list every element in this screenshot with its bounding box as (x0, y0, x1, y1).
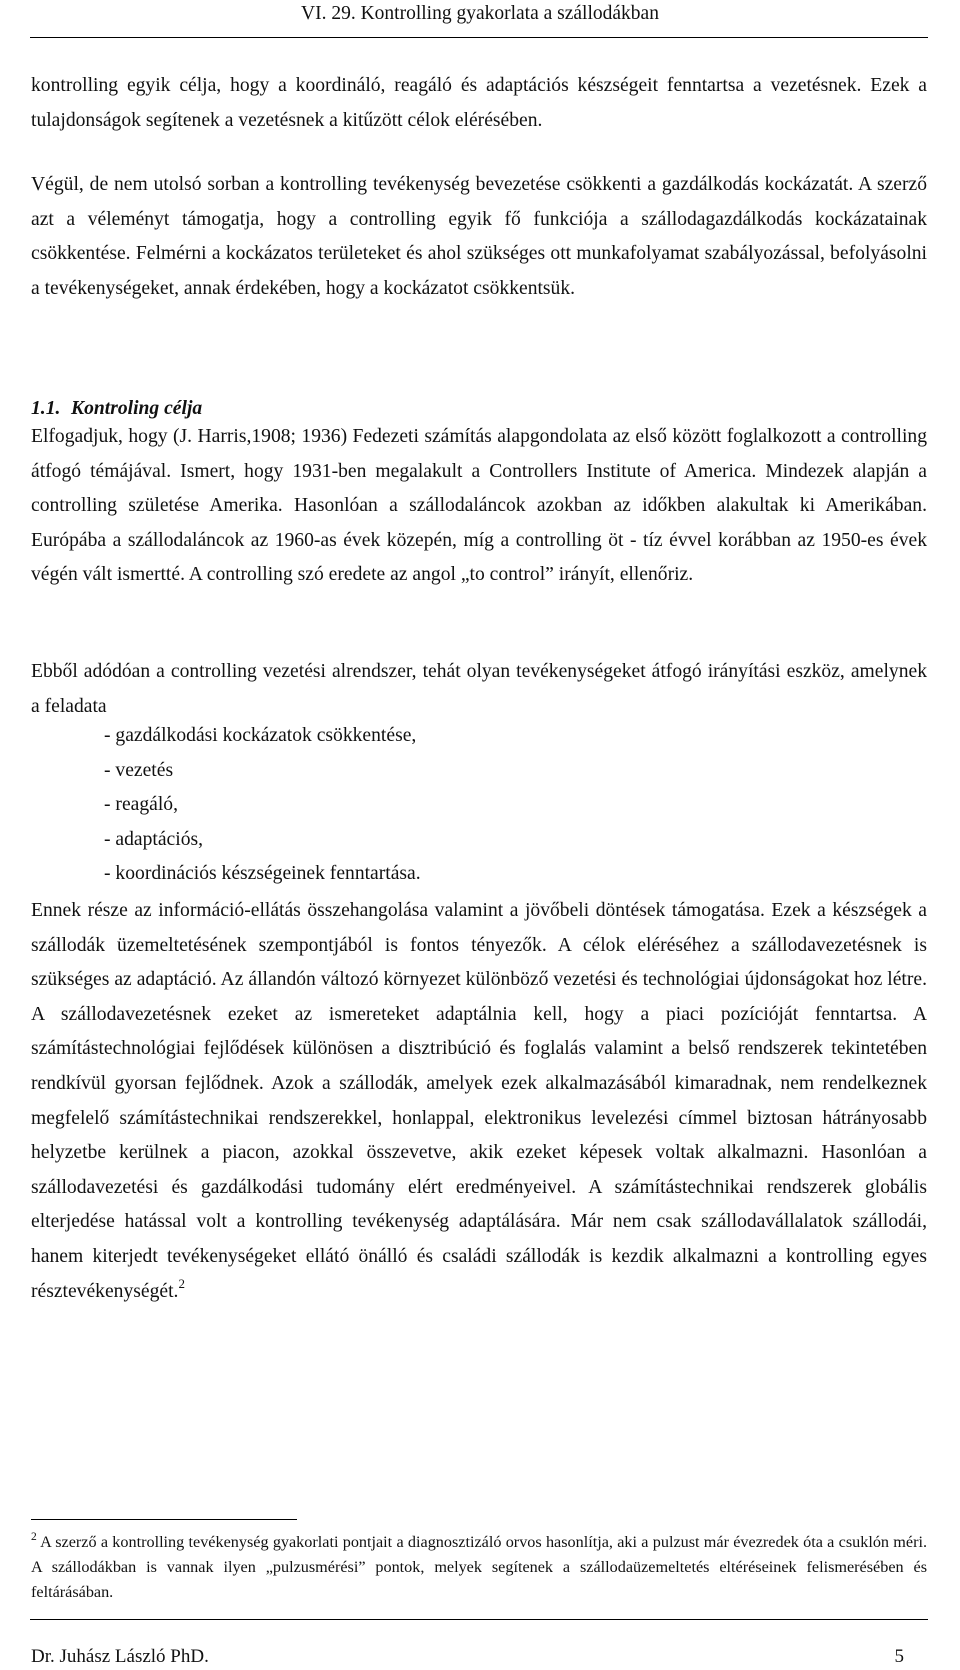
paragraph-text: kontrolling egyik célja, hogy a koordináló, reagáló és adaptációs készségeit fenntartsa a vezetésnek. Ezek a tulajdonságok segítenek a vezetésnek a kitűzött célok elérésében. (31, 75, 927, 131)
footnote-text: A szerző a kontrolling tevékenység gyakorlati pontjait a diagnosztizáló orvos hasonlítja, aki a pulzust már évezredek óta a csuklón méri. A szállodákban is vannak ilyen „pulzusmérési” pontok, melyek segítenek a szállodaüzemeltetés eltéréseinek felismerésében és feltárásában. (31, 1533, 927, 1602)
paragraph-body (31, 894, 927, 1309)
list-item: - koordinációs készségeinek fenntartása. (104, 863, 421, 885)
list-item: - adaptációs, (104, 828, 204, 850)
list-item: - gazdálkodási kockázatok csökkentése, (104, 725, 417, 746)
task-list (104, 719, 421, 892)
header-rule (30, 37, 928, 38)
paragraph-text: Végül, de nem utolsó sorban a kontrolling tevékenység bevezetése csökkenti a gazdálkodás kockázatát. A szerző azt a véleményt támogatja, hogy a controlling egyik fő funkciója a szállodagazdálkodás kockázatainak csökkentése. Felmérni a kockázatos területeket és ahol szükséges ott munkafolyamat szabályozással, befolyásolni a tevékenységeket, annak érdekében, hogy a kockázatot csökkentsük. (31, 174, 927, 299)
paragraph-text: Ennek része az információ-ellátás összehangolása valamint a jövőbeli döntések támogatása. Ezek a készségek a szállodák üzemeltetésének szempontjából is fontos tényezők. A célok eléréséhez a szállodavezetésnek is szükséges az adaptáció. Az állandón változó környezet különböző vezetési és technológiai újdonságokat hoz létre. A szállodavezetésnek ezeket az ismereteket adaptálnia kell, hogy a piaci pozícióját fenntartsa. A számítástechnológiai fejlődések különösen a disztribúció és foglalás valamint a belső rendszerek tekintetében rendkívül gyorsan fejlődnek. Azok a szállodák, amelyek ezek alkalmazásából kimaradnak, nem rendelkeznek megfelelő számítástechnikai rendszerekkel, honlappal, elektronikus levelezési címmel biztosan hátrányosabb helyzetbe kerülnek a piacon, azokkal összevetve, akik ezeket képesek voltak alkalmazni. Hasonlóan a szállodavezetési és gazdálkodási tudomány elért eredményeivel. A számítástechnikai rendszerek globális elterjedése hatással volt a kontrolling tevékenység adaptálására. Már nem csak szállodavállalatok szállodái, hanem kiterjedt tevékenységeket ellátó önálló és családi szállodák is kezdik alkalmazni a kontrolling egyes résztevékenységét. (31, 900, 927, 1302)
footer-author: Dr. Juhász László PhD. (31, 1646, 209, 1667)
page-number: 5 (894, 1646, 904, 1667)
paragraph-risk (31, 168, 927, 306)
list-item: - vezetés (104, 759, 174, 781)
footnote-reference[interactable]: 2 (178, 1275, 185, 1291)
list-item: - reagáló, (104, 794, 178, 816)
paragraph-text: Ebből adódóan a controlling vezetési alrendszer, tehát olyan tevékenységeket átfogó irányítási eszköz, amelynek a feladata (31, 661, 927, 717)
paragraph-text: Elfogadjuk, hogy (J. Harris,1908; 1936) Fedezeti számítás alapgondolata az első között foglalkozott a controlling átfogó témájával. Ismert, hogy 1931-ben megalakult a Controllers Institute of America. Mindezek alapján a controlling születése Amerika. Hasonlóan a szállodaláncok azokban az időkben alakultak ki Amerikában. Európába a szállodaláncok az 1960-as évek közepén, míg a controlling öt - tíz évvel korábban az 1950-es évek végén vált ismertté. A controlling szó eredete az angol „to control” irányít, ellenőriz. (31, 426, 927, 586)
footnote-separator (31, 1519, 297, 1520)
footer-rule (30, 1619, 928, 1620)
paragraph-history (31, 420, 927, 593)
section-number: 1.1. (31, 398, 61, 419)
paragraph-intro (31, 69, 927, 138)
paragraph-adaptation (31, 894, 927, 1309)
footnote-marker: 2 (31, 1531, 37, 1543)
section-title: Kontroling célja (71, 398, 203, 419)
paragraph-definition (31, 655, 927, 724)
footnote (31, 1530, 927, 1606)
running-header-title: VI. 29. Kontrolling gyakorlata a szállodákban (301, 3, 659, 24)
